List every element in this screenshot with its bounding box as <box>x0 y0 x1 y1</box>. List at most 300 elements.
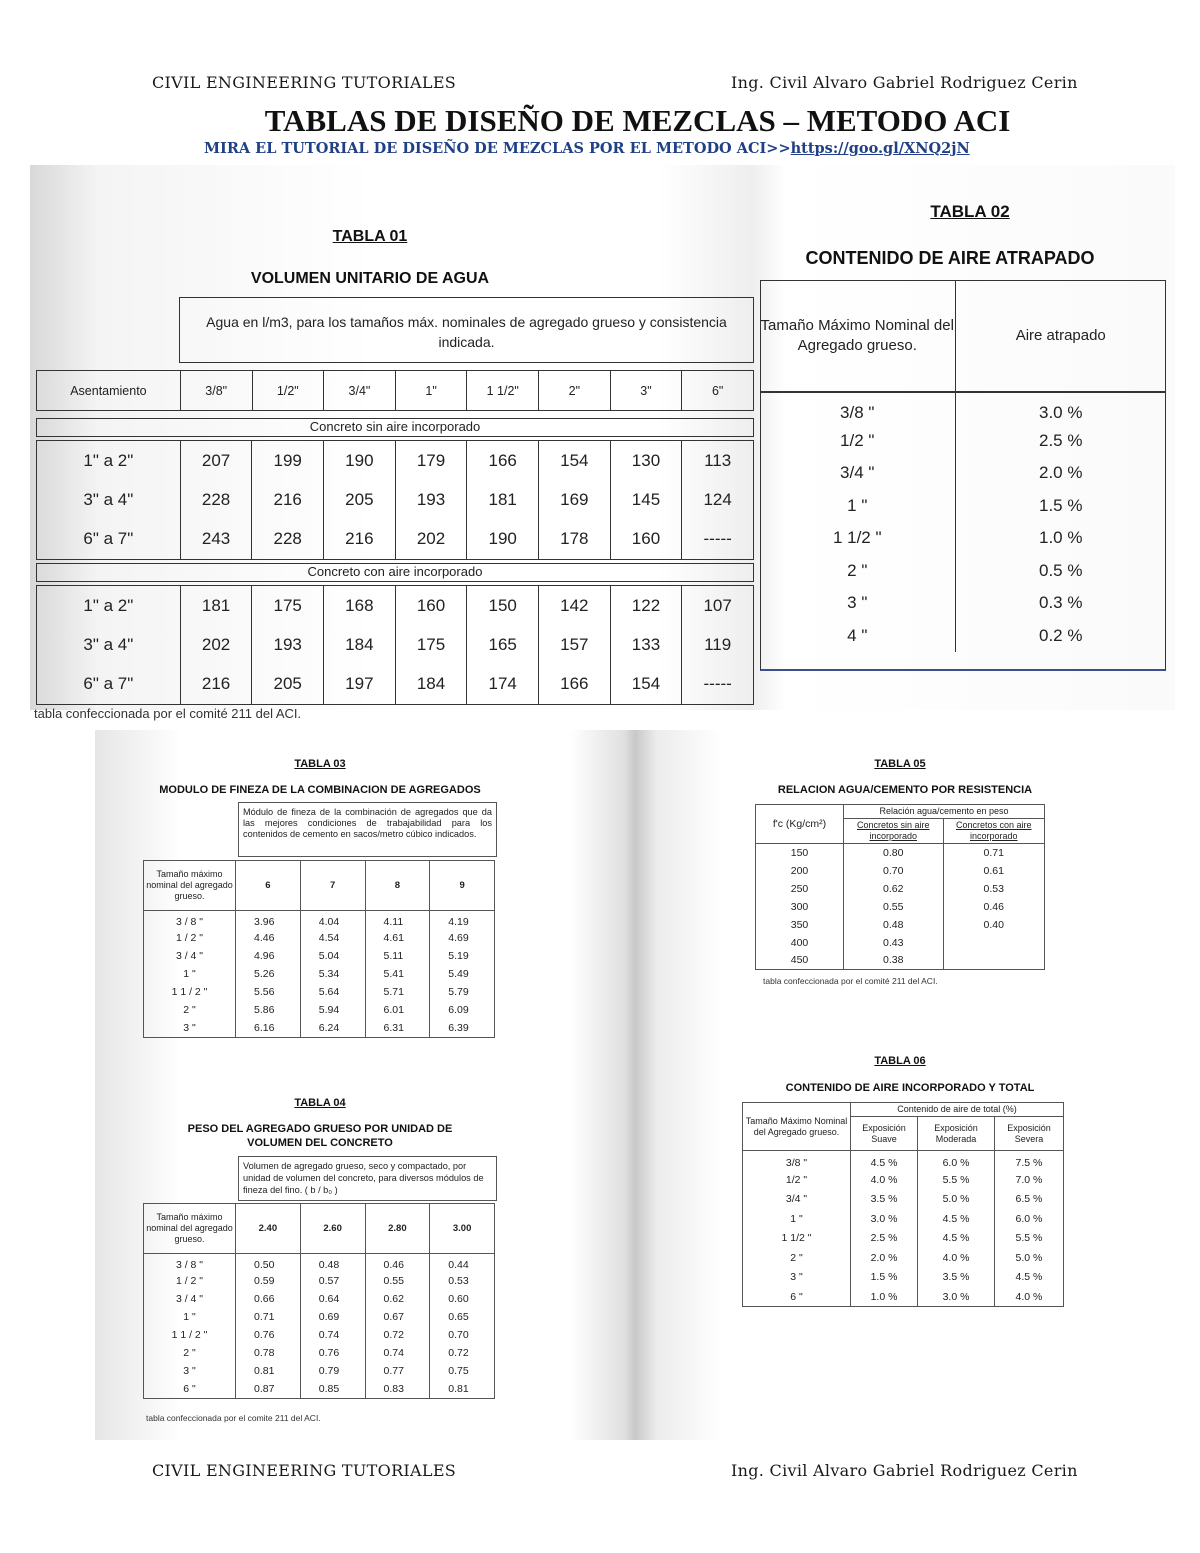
table-row <box>743 1229 1064 1249</box>
table-row <box>760 490 1166 523</box>
table-row <box>760 392 1166 425</box>
table-cell: 157 <box>539 625 611 665</box>
tabla01-col-header: 6" <box>682 371 754 411</box>
table-cell: 0.79 <box>300 1362 365 1380</box>
table-cell: 2.5 % <box>851 1229 918 1249</box>
tabla04-title: TABLA 04 <box>294 1097 346 1109</box>
table-cell: 3/8 " <box>760 392 955 425</box>
table-cell: 1 1/2 " <box>743 1229 851 1249</box>
tabla01-title: TABLA 01 <box>332 228 408 245</box>
table-cell: 243 <box>180 520 252 560</box>
tabla05-table <box>755 804 1045 970</box>
table-row <box>760 555 1166 588</box>
table-cell: 3/4 " <box>743 1190 851 1210</box>
table-cell: 0.80 <box>844 844 944 862</box>
tabla03-col-header: 9 <box>430 861 495 911</box>
table-cell: 4.46 <box>236 929 301 947</box>
table-cell: 6 " <box>743 1287 851 1307</box>
tutorial-subtitle <box>204 140 970 157</box>
table-cell: 0.57 <box>300 1272 365 1290</box>
page-title: TABLAS DE DISEÑO DE MEZCLAS – METODO ACI <box>264 103 1011 138</box>
table-row <box>144 965 495 983</box>
table-cell: 184 <box>324 625 396 665</box>
table-row <box>144 1019 495 1037</box>
table-cell: 0.38 <box>844 952 944 970</box>
table-cell: 1 / 2 " <box>144 929 236 947</box>
table-row <box>743 1190 1064 1210</box>
tabla01-band-con-aire: Concreto con aire incorporado <box>36 563 754 582</box>
table-cell: 1 " <box>743 1209 851 1229</box>
tabla02-table <box>760 280 1166 652</box>
table-cell: 3.5 % <box>918 1268 995 1288</box>
table-cell: 3 " <box>144 1362 236 1380</box>
table-cell: 4.04 <box>300 911 365 930</box>
table-cell: 3.5 % <box>851 1190 918 1210</box>
table-cell: 205 <box>252 665 324 705</box>
table-cell: 6.39 <box>430 1019 495 1037</box>
table-cell: 197 <box>324 665 396 705</box>
table-cell: 0.46 <box>943 898 1044 916</box>
tabla04-col-header: 3.00 <box>430 1204 495 1254</box>
tabla01-col-header: 3/4" <box>324 371 396 411</box>
tabla03-col-header: 6 <box>236 861 301 911</box>
table-cell: 199 <box>252 441 324 481</box>
table-cell: 5.26 <box>236 965 301 983</box>
table-cell: 0.75 <box>430 1362 495 1380</box>
tabla04-rowhead: Tamaño máximo nominal del agregado grueso. <box>144 1204 236 1254</box>
table-row <box>144 983 495 1001</box>
table-cell: 0.72 <box>430 1344 495 1362</box>
tabla01-column-header <box>36 370 754 411</box>
table-cell: 150 <box>756 844 844 862</box>
table-row <box>756 898 1045 916</box>
table-cell: 3 " <box>760 587 955 620</box>
tabla03-col-header: 7 <box>300 861 365 911</box>
table-cell: 6.24 <box>300 1019 365 1037</box>
table-cell: 107 <box>682 586 754 626</box>
table-cell: 0.48 <box>300 1254 365 1273</box>
table-cell: 0.70 <box>430 1326 495 1344</box>
table-cell: 0.3 % <box>1039 593 1083 613</box>
table-row <box>760 425 1166 458</box>
table-cell: 1" a 2" <box>37 441 181 481</box>
table-cell: 300 <box>756 898 844 916</box>
table-cell: 5.79 <box>430 983 495 1001</box>
tabla06-col-header: Exposición Suave <box>851 1117 918 1151</box>
table-cell: 1 1 / 2 " <box>144 1326 236 1344</box>
table-cell: 2.0 % <box>851 1248 918 1268</box>
table-cell: 169 <box>539 480 611 520</box>
table-cell <box>943 934 1044 952</box>
table-row <box>743 1287 1064 1307</box>
table-row <box>743 1248 1064 1268</box>
tabla03-header-note: Módulo de fineza de la combinación de agregados que da las mejores condiciones de trabajabilidad para los contenidos de cemento en sacos/metro cúbico indicados. <box>238 802 497 857</box>
tabla05-note: tabla confeccionada por el comité 211 del ACI. <box>763 976 938 986</box>
table-cell: 4.0 % <box>994 1287 1063 1307</box>
tutorial-link[interactable]: https://goo.gl/XNQ2jN <box>790 140 970 157</box>
table-cell: 142 <box>539 586 611 626</box>
table-cell: 0.65 <box>430 1308 495 1326</box>
table-cell: 0.74 <box>365 1344 430 1362</box>
table-cell: 3 " <box>144 1019 236 1037</box>
table-cell: 0.2 % <box>1039 625 1083 645</box>
table-row <box>37 665 754 705</box>
table-cell: 168 <box>324 586 396 626</box>
table-cell: 0.81 <box>430 1380 495 1398</box>
table-cell: 1.5 % <box>851 1268 918 1288</box>
table-cell: 2 " <box>144 1344 236 1362</box>
subtitle-text: MIRA EL TUTORIAL DE DISEÑO DE MEZCLAS POR EL METODO ACI>> <box>204 140 791 157</box>
table-cell: 5.56 <box>236 983 301 1001</box>
table-row <box>756 862 1045 880</box>
tabla01-col-header: 1/2" <box>252 371 324 411</box>
tabla03-subtitle: MODULO DE FINEZA DE LA COMBINACION DE AGREGADOS <box>159 784 481 796</box>
table-cell: 160 <box>395 586 467 626</box>
table-cell: 3" a 4" <box>37 480 181 520</box>
table-cell: 6.09 <box>430 1001 495 1019</box>
table-cell: 202 <box>180 625 252 665</box>
table-cell: 0.53 <box>943 880 1044 898</box>
table-cell: 205 <box>324 480 396 520</box>
table-cell: 119 <box>682 625 754 665</box>
table-cell: 0.71 <box>236 1308 301 1326</box>
tabla06-col-header: Exposición Moderada <box>918 1117 995 1151</box>
table-cell: 2.0 % <box>1039 463 1083 483</box>
table-cell: 3 / 8 " <box>144 911 236 930</box>
table-cell: 400 <box>756 934 844 952</box>
table-cell: 0.76 <box>236 1326 301 1344</box>
tabla02-col2-header: Aire atrapado <box>955 280 1166 392</box>
table-cell: 154 <box>539 441 611 481</box>
table-row <box>144 911 495 930</box>
tabla06-group-header: Contenido de aire de total (%) <box>851 1103 1064 1117</box>
table-cell: 0.69 <box>300 1308 365 1326</box>
table-cell: 228 <box>180 480 252 520</box>
table-row <box>37 586 754 626</box>
tabla01-col-header: 3/8" <box>180 371 252 411</box>
table-cell: 193 <box>395 480 467 520</box>
table-cell: 4.5 % <box>851 1151 918 1171</box>
table-row <box>756 916 1045 934</box>
table-cell: 1 " <box>144 965 236 983</box>
table-cell: 0.62 <box>844 880 944 898</box>
table-cell: 3 / 4 " <box>144 947 236 965</box>
table-row <box>37 520 754 560</box>
table-cell: 5.34 <box>300 965 365 983</box>
table-cell: 193 <box>252 625 324 665</box>
table-row <box>144 1362 495 1380</box>
table-cell: 0.76 <box>300 1344 365 1362</box>
table-cell: ----- <box>682 520 754 560</box>
table-row <box>144 1254 495 1273</box>
table-row <box>144 1380 495 1398</box>
header-right: Ing. Civil Alvaro Gabriel Rodriguez Cerin <box>731 73 1078 92</box>
table-cell: 2.5 % <box>1039 430 1083 450</box>
table-cell: 0.77 <box>365 1362 430 1380</box>
table-cell: 1" a 2" <box>37 586 181 626</box>
table-cell: 0.83 <box>365 1380 430 1398</box>
tabla04-col-header: 2.80 <box>365 1204 430 1254</box>
table-cell: 4.96 <box>236 947 301 965</box>
table-cell: 2 " <box>760 555 955 588</box>
table-cell: 154 <box>610 665 682 705</box>
table-cell: 0.70 <box>844 862 944 880</box>
table-row <box>743 1209 1064 1229</box>
table-cell: 5.0 % <box>918 1190 995 1210</box>
table-cell: 4.0 % <box>851 1170 918 1190</box>
table-cell: 0.85 <box>300 1380 365 1398</box>
table-cell: 175 <box>395 625 467 665</box>
table-row <box>144 1326 495 1344</box>
table-row <box>144 1272 495 1290</box>
table-row <box>144 1290 495 1308</box>
tabla01-col-header: 3" <box>610 371 682 411</box>
table-cell: 7.0 % <box>994 1170 1063 1190</box>
table-row <box>743 1170 1064 1190</box>
table-cell: 5.5 % <box>994 1229 1063 1249</box>
footer-left: CIVIL ENGINEERING TUTORIALES <box>152 1461 457 1480</box>
table-cell: 0.62 <box>365 1290 430 1308</box>
table-cell: 160 <box>610 520 682 560</box>
tabla04-subtitle: PESO DEL AGREGADO GRUESO POR UNIDAD DE VOLUMEN DEL CONCRETO <box>187 1123 453 1149</box>
table-cell: 216 <box>324 520 396 560</box>
tabla03-col-header: 8 <box>365 861 430 911</box>
table-cell: 1.0 % <box>851 1287 918 1307</box>
tabla04-col-header: 2.40 <box>236 1204 301 1254</box>
table-cell: 0.50 <box>236 1254 301 1273</box>
tabla05-subtitle: RELACION AGUA/CEMENTO POR RESISTENCIA <box>777 784 1033 796</box>
table-cell: 174 <box>467 665 539 705</box>
table-cell: 113 <box>682 441 754 481</box>
table-cell: 202 <box>395 520 467 560</box>
table-cell: 1 1 / 2 " <box>144 983 236 1001</box>
table-cell: 0.74 <box>300 1326 365 1344</box>
table-cell: 0.71 <box>943 844 1044 862</box>
table-cell: 0.5 % <box>1039 560 1083 580</box>
tabla01-band-sin-aire: Concreto sin aire incorporado <box>36 418 754 437</box>
table-cell: 5.64 <box>300 983 365 1001</box>
table-cell: 0.60 <box>430 1290 495 1308</box>
table-cell: 1.5 % <box>1039 495 1083 515</box>
table-cell: 0.66 <box>236 1290 301 1308</box>
table-cell: 5.86 <box>236 1001 301 1019</box>
table-cell: 178 <box>539 520 611 560</box>
table-cell: 5.94 <box>300 1001 365 1019</box>
tabla01-col-header: 1 1/2" <box>467 371 539 411</box>
table-row <box>743 1151 1064 1171</box>
table-cell: 250 <box>756 880 844 898</box>
table-cell: 1/2 " <box>743 1170 851 1190</box>
table-cell: 4 " <box>760 620 955 653</box>
tabla06-table <box>742 1102 1064 1307</box>
table-cell: 200 <box>756 862 844 880</box>
table-cell: 3/8 " <box>743 1151 851 1171</box>
table-cell: 6.5 % <box>994 1190 1063 1210</box>
tabla05-rowhead: f'c (Kg/cm²) <box>756 805 844 844</box>
table-cell: 181 <box>180 586 252 626</box>
table-cell: 4.69 <box>430 929 495 947</box>
table-cell: 228 <box>252 520 324 560</box>
tabla04-table <box>143 1203 495 1399</box>
tabla05-group-header: Relación agua/cemento en peso <box>844 805 1045 819</box>
tabla01-note: tabla confeccionada por el comité 211 del ACI. <box>34 706 302 721</box>
table-cell: 0.48 <box>844 916 944 934</box>
table-cell: 1 / 2 " <box>144 1272 236 1290</box>
table-cell: 5.04 <box>300 947 365 965</box>
table-cell: 0.59 <box>236 1272 301 1290</box>
table-cell: 216 <box>252 480 324 520</box>
table-row <box>756 934 1045 952</box>
table-cell: 1.0 % <box>1039 528 1083 548</box>
table-cell: 3/4 " <box>760 457 955 490</box>
table-cell: 4.0 % <box>918 1248 995 1268</box>
table-cell: 133 <box>610 625 682 665</box>
tabla03-title: TABLA 03 <box>294 758 346 770</box>
tabla01-header-note: Agua en l/m3, para los tamaños máx. nominales de agregado grueso y consistencia indicada. <box>179 297 754 363</box>
tabla05-col2-header: Concretos con aire incorporado <box>943 819 1044 844</box>
table-cell: 4.19 <box>430 911 495 930</box>
tabla04-col-header: 2.60 <box>300 1204 365 1254</box>
tabla04-header-note: Volumen de agregado grueso, seco y compactado, por unidad de volumen del concreto, para diversos módulos de fineza del fino. ( b / b₀ ) <box>238 1156 497 1201</box>
tabla04-note: tabla confeccionada por el comite 211 del ACI. <box>146 1413 321 1423</box>
table-cell: 5.49 <box>430 965 495 983</box>
table-cell: 3 " <box>743 1268 851 1288</box>
tabla03-table <box>143 860 495 1038</box>
table-cell: 0.87 <box>236 1380 301 1398</box>
table-cell: 6" a 7" <box>37 665 181 705</box>
table-cell: 0.43 <box>844 934 944 952</box>
footer-right: Ing. Civil Alvaro Gabriel Rodriguez Cerin <box>731 1461 1078 1480</box>
table-cell: 6.0 % <box>994 1209 1063 1229</box>
table-cell: 1 " <box>144 1308 236 1326</box>
table-cell: ----- <box>682 665 754 705</box>
table-cell: 175 <box>252 586 324 626</box>
table-cell: 5.5 % <box>918 1170 995 1190</box>
tabla01-col-header: 2" <box>539 371 611 411</box>
table-cell: 7.5 % <box>994 1151 1063 1171</box>
table-cell: 4.61 <box>365 929 430 947</box>
table-cell: 6 " <box>144 1380 236 1398</box>
table-cell: 184 <box>395 665 467 705</box>
table-row <box>756 952 1045 970</box>
table-cell: 0.81 <box>236 1362 301 1380</box>
table-cell: 4.54 <box>300 929 365 947</box>
table-row <box>144 1344 495 1362</box>
table-cell: 3.0 % <box>918 1287 995 1307</box>
tabla06-rowhead: Tamaño Máximo Nominal del Agregado grueso. <box>743 1103 851 1151</box>
table-cell: 124 <box>682 480 754 520</box>
table-row <box>37 441 754 481</box>
table-cell: 1/2 " <box>760 425 955 458</box>
table-cell: 5.41 <box>365 965 430 983</box>
table-cell: 181 <box>467 480 539 520</box>
tabla02-col1-header: Tamaño Máximo Nominal del Agregado grueso. <box>760 280 955 392</box>
tabla06-title: TABLA 06 <box>874 1055 926 1067</box>
table-cell: 166 <box>467 441 539 481</box>
table-cell: 6.16 <box>236 1019 301 1037</box>
table-row <box>756 844 1045 862</box>
table-cell: 1 1/2 " <box>760 522 955 555</box>
tabla06-col-header: Exposición Severa <box>994 1117 1063 1151</box>
table-cell: 5.0 % <box>994 1248 1063 1268</box>
header-left: CIVIL ENGINEERING TUTORIALES <box>152 73 457 92</box>
tabla02-title: TABLA 02 <box>930 202 1010 221</box>
tabla05-title: TABLA 05 <box>874 758 926 770</box>
table-row <box>760 457 1166 490</box>
tabla02-subtitle: CONTENIDO DE AIRE ATRAPADO <box>805 248 1095 268</box>
table-cell: 130 <box>610 441 682 481</box>
tabla01-col-header: Asentamiento <box>37 371 181 411</box>
table-cell: 350 <box>756 916 844 934</box>
table-cell: 150 <box>467 586 539 626</box>
table-cell: 6.31 <box>365 1019 430 1037</box>
table-cell: 165 <box>467 625 539 665</box>
table-cell: 3 / 4 " <box>144 1290 236 1308</box>
tabla01-body-sin-aire <box>36 440 754 560</box>
tabla01-col-header: 1" <box>395 371 467 411</box>
table-row <box>37 625 754 665</box>
table-row <box>144 1001 495 1019</box>
tabla01-subtitle: VOLUMEN UNITARIO DE AGUA <box>250 270 490 287</box>
table-cell: 0.64 <box>300 1290 365 1308</box>
table-cell: 2 " <box>743 1248 851 1268</box>
table-cell: 5.11 <box>365 947 430 965</box>
tabla05-col1-header: Concretos sin aire incorporado <box>844 819 944 844</box>
table-cell: 0.55 <box>365 1272 430 1290</box>
table-cell: 4.5 % <box>918 1229 995 1249</box>
table-cell <box>943 952 1044 970</box>
table-cell: 145 <box>610 480 682 520</box>
table-cell: 4.5 % <box>994 1268 1063 1288</box>
table-cell: 5.19 <box>430 947 495 965</box>
table-cell: 0.53 <box>430 1272 495 1290</box>
table-cell: 2 " <box>144 1001 236 1019</box>
table-cell: 179 <box>395 441 467 481</box>
table-cell: 0.78 <box>236 1344 301 1362</box>
table-row <box>144 947 495 965</box>
table-row <box>37 480 754 520</box>
table-row <box>760 620 1166 653</box>
table-cell: 4.5 % <box>918 1209 995 1229</box>
table-cell: 6" a 7" <box>37 520 181 560</box>
table-cell: 0.44 <box>430 1254 495 1273</box>
table-cell: 166 <box>539 665 611 705</box>
table-cell: 4.11 <box>365 911 430 930</box>
table-row <box>760 522 1166 555</box>
table-row <box>760 587 1166 620</box>
table-row <box>743 1268 1064 1288</box>
table-cell: 5.71 <box>365 983 430 1001</box>
tabla03-rowhead: Tamaño máximo nominal del agregado grueso. <box>144 861 236 911</box>
table-cell: 0.55 <box>844 898 944 916</box>
tabla01-body-con-aire <box>36 585 754 705</box>
table-cell: 6.0 % <box>918 1151 995 1171</box>
table-cell: 450 <box>756 952 844 970</box>
table-cell: 190 <box>467 520 539 560</box>
table-cell: 1 " <box>760 490 955 523</box>
table-row <box>144 1308 495 1326</box>
table-cell: 190 <box>324 441 396 481</box>
table-cell: 3.0 % <box>1039 402 1083 422</box>
table-cell: 3.0 % <box>851 1209 918 1229</box>
table-cell: 216 <box>180 665 252 705</box>
table-cell: 122 <box>610 586 682 626</box>
tabla06-subtitle: CONTENIDO DE AIRE INCORPORADO Y TOTAL <box>785 1082 1035 1094</box>
table-cell: 0.72 <box>365 1326 430 1344</box>
table-cell: 0.40 <box>943 916 1044 934</box>
table-cell: 0.67 <box>365 1308 430 1326</box>
table-cell: 0.46 <box>365 1254 430 1273</box>
